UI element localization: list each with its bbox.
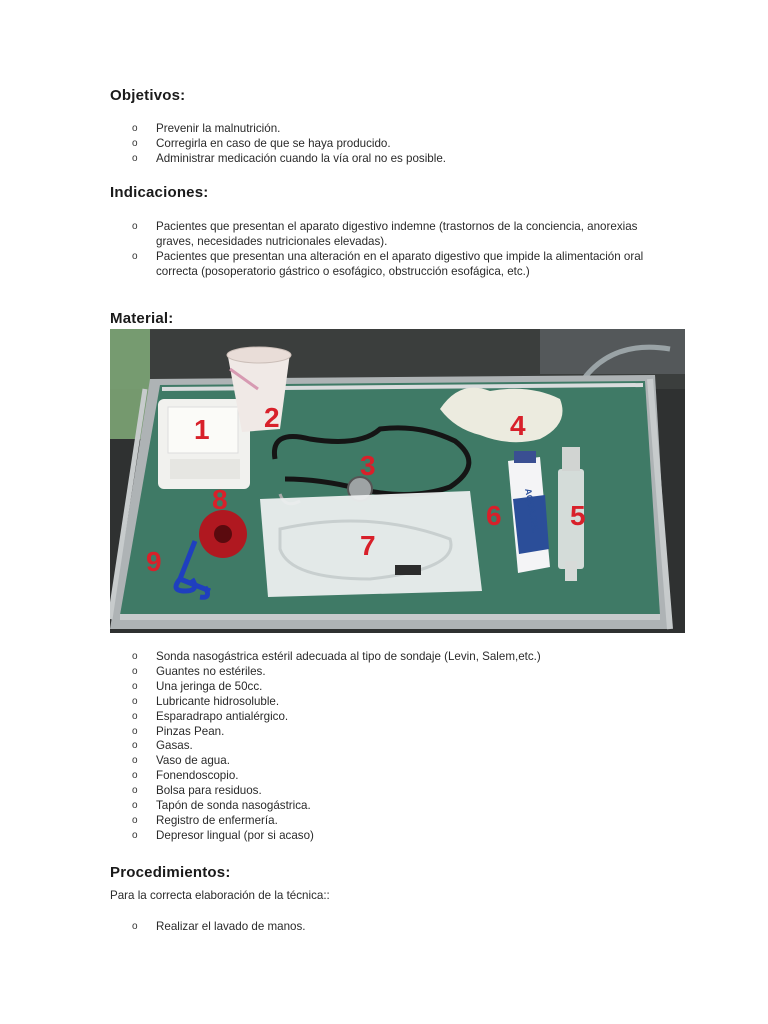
label-2: 2 [264, 402, 280, 433]
list-item: o Administrar medicación cuando la vía oral no es posible. [130, 152, 670, 167]
material-list [130, 650, 670, 844]
list-item: o Realizar el lavado de manos. [130, 920, 670, 935]
list-item: o Prevenir la malnutrición. [130, 122, 670, 137]
list-item: o Pinzas Pean. [130, 725, 670, 740]
list-item: o Bolsa para residuos. [130, 784, 670, 799]
procedimientos-intro: Para la correcta elaboración de la técnica:: [110, 889, 330, 902]
label-8: 8 [212, 484, 228, 515]
list-item: o Gasas. [130, 739, 670, 754]
list-item: o Pacientes que presentan el aparato digestivo indemne (trastornos de la conciencia, anorexias graves, necesidades nutricionales elevadas). [130, 220, 670, 250]
label-9: 9 [146, 546, 162, 577]
adhesive-tape [199, 510, 247, 558]
label-6: 6 [486, 500, 502, 531]
list-item: o Lubricante hidrosoluble. [130, 695, 670, 710]
list-item: o Guantes no estériles. [130, 665, 670, 680]
list-item: o Sonda nasogástrica estéril adecuada al tipo de sondaje (Levin, Salem,etc.) [130, 650, 670, 665]
list-item: o Pacientes que presentan una alteración en el aparato digestivo que impide la alimentación oral correcta (posoperatorio gástrico o esofágico, obstrucción esofágica, etc.) [130, 250, 670, 280]
procedimientos-heading: Procedimientos: [110, 864, 231, 881]
label-5: 5 [570, 500, 586, 531]
label-7: 7 [360, 530, 376, 561]
material-photo [110, 329, 685, 633]
list-item: o Tapón de sonda nasogástrica. [130, 799, 670, 814]
procedimientos-list [130, 920, 670, 935]
list-item: o Corregirla en caso de que se haya producido. [130, 137, 670, 152]
list-item: o Esparadrapo antialérgico. [130, 710, 670, 725]
label-1: 1 [194, 414, 210, 445]
list-item: o Vaso de agua. [130, 754, 670, 769]
indicaciones-heading: Indicaciones: [110, 184, 209, 201]
label-4: 4 [510, 410, 526, 441]
list-item: o Depresor lingual (por si acaso) [130, 829, 670, 844]
list-item: o Fonendoscopio. [130, 769, 670, 784]
tube-label: AQUAGEL [523, 487, 541, 534]
label-3: 3 [360, 450, 376, 481]
indicaciones-list [130, 220, 670, 280]
objetivos-list [130, 122, 670, 167]
list-item: o Registro de enfermería. [130, 814, 670, 829]
list-item: o Una jeringa de 50cc. [130, 680, 670, 695]
objetivos-heading: Objetivos: [110, 87, 186, 104]
material-heading: Material: [110, 310, 174, 327]
